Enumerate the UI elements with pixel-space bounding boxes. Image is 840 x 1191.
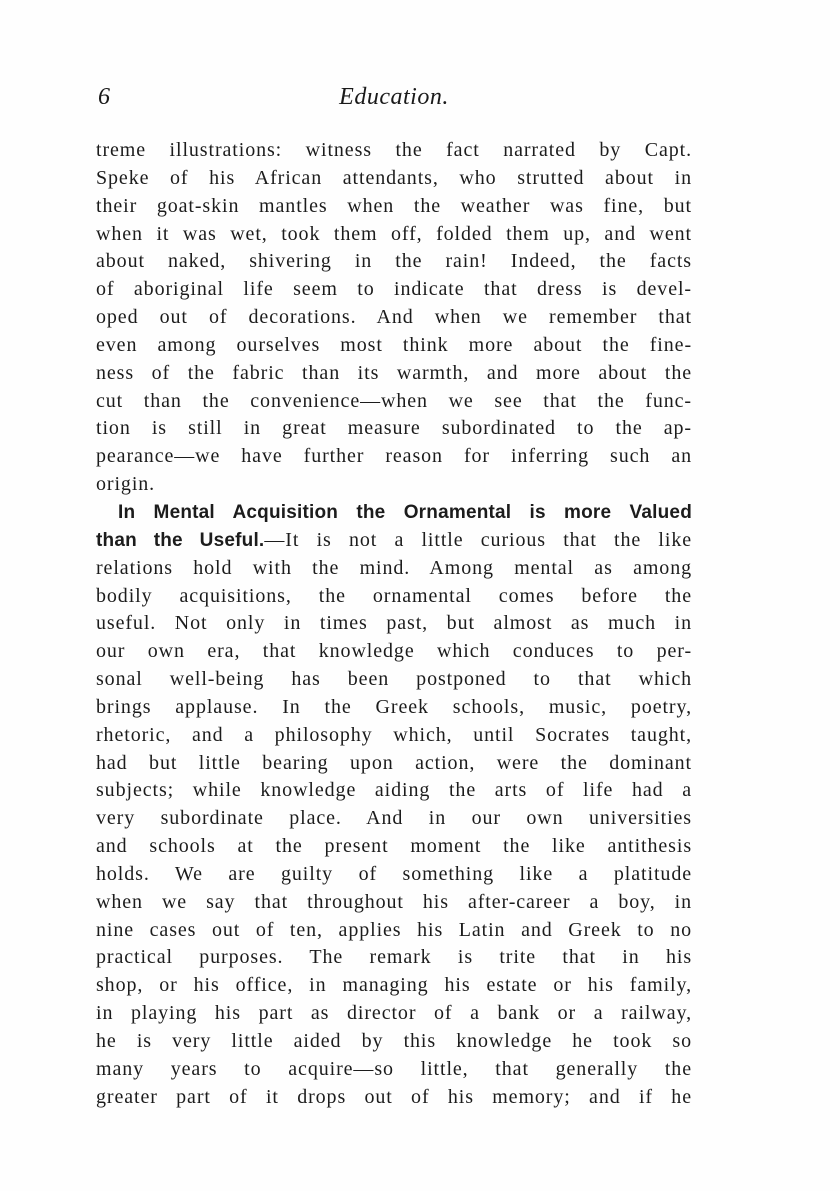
text-line: origin. [96,473,156,496]
text-line: in playing his part as director of a bank or a railway, [96,1002,692,1025]
text-line: useful. Not only in times past, but almost as much in [96,612,692,635]
section-heading-line [96,499,692,527]
text-line: practical purposes. The remark is trite that in his [96,946,692,969]
text-line: about naked, shivering in the rain! Indeed, the facts [96,250,692,273]
text-line: brings applause. In the Greek schools, music, poetry, [96,695,692,718]
text-line: cut than the convenience—when we see that the func- [96,389,692,412]
text-line: many years to acquire—so little, that generally the [96,1057,692,1080]
text-line: he is very little aided by this knowledge he took so [96,1030,692,1052]
text-line: bodily acquisitions, the ornamental comes before the [96,584,692,607]
paragraph-ornamental-vs-useful [96,499,692,1112]
text-line: their goat-skin mantles when the weather was fine, but [96,194,692,217]
text-line: when it was wet, took them off, folded them up, and went [96,222,692,245]
running-title: Education. [339,84,449,110]
text-line: very subordinate place. And in our own universities [96,807,692,830]
text-line: holds. We are guilty of something like a platitude [96,862,692,885]
paragraph-continued [96,137,692,499]
section-heading: In Mental Acquisition the Ornamental is more Valued [118,501,692,523]
text-run: —It is not a little curious that the like [264,528,692,551]
text-line: rhetoric, and a philosophy which, until Socrates taught, [96,723,692,746]
text-line: of aboriginal life seem to indicate that dress is devel- [96,278,692,301]
text-line: had but little bearing upon action, were the dominant [96,751,692,774]
text-line: sonal well-being has been postponed to that which [96,668,692,691]
text-line: greater part of it drops out of his memory; and if he [96,1085,692,1108]
text-line: nine cases out of ten, applies his Latin and Greek to no [96,918,692,941]
text-line: shop, or his office, in managing his estate or his family, [96,974,692,997]
text-line: relations hold with the mind. Among mental as among [96,556,692,579]
text-line: and schools at the present moment the like antithesis [96,835,692,858]
section-heading-end: than the Useful. [96,529,265,551]
text-line: even among ourselves most think more about the fine- [96,333,692,356]
text-line: our own era, that knowledge which conduces to per- [96,640,692,663]
text-line: treme illustrations: witness the fact narrated by Capt. [96,139,692,161]
text-line: when we say that throughout his after-career a boy, in [96,890,692,913]
text-line: pearance—we have further reason for inferring such an [96,445,692,468]
page-header [96,84,692,118]
text-line: ness of the fabric than its warmth, and more about the [96,361,692,384]
text-line: Speke of his African attendants, who strutted about in [96,166,692,189]
text-line: oped out of decorations. And when we remember that [96,306,692,329]
page-number: 6 [98,84,110,110]
text-line [96,527,692,555]
text-line: subjects; while knowledge aiding the arts of life had a [96,779,692,802]
text-line: tion is still in great measure subordinated to the ap- [96,417,692,440]
body-text [96,137,692,1112]
